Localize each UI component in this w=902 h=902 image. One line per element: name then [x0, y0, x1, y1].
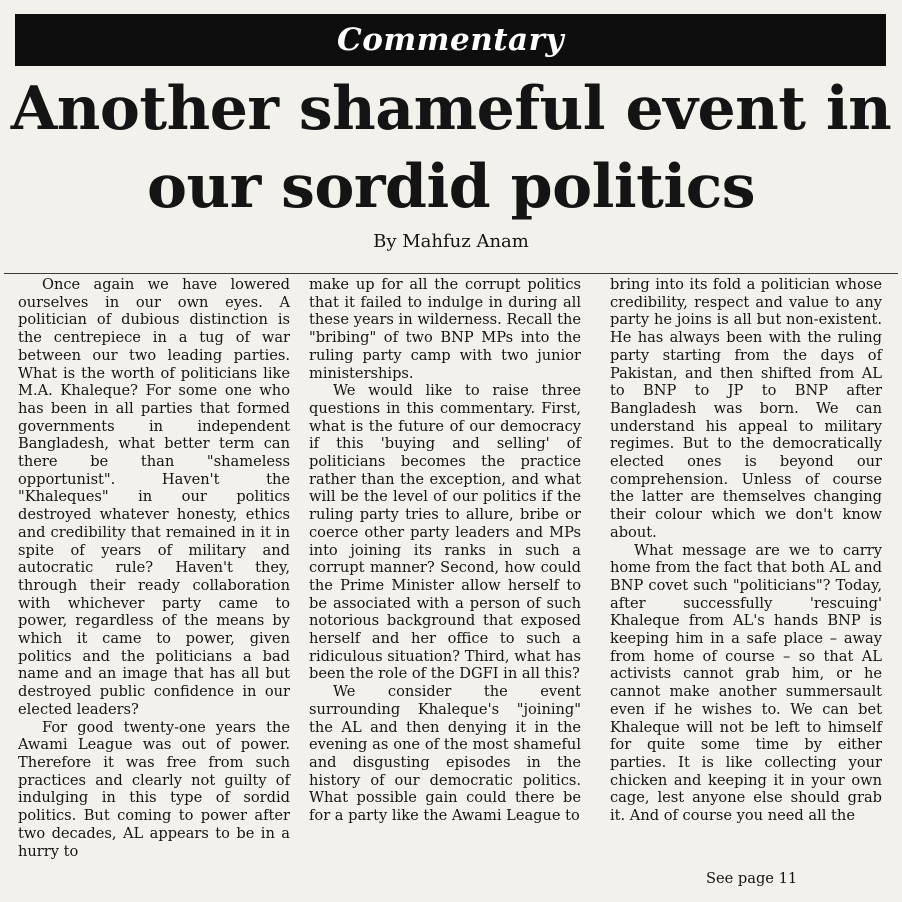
article-column-1 — [18, 276, 290, 860]
paragraph: What message are we to carry home from the fact that both AL and BNP covet such "politicians"? Today, after successfully 'rescuing' Khaleque from AL's hands BNP is keeping him in a safe place – away from home of course – so that AL activists cannot grab him, or he cannot make another summersault even if he wishes to. We can bet Khaleque will not be left to himself for quite some time by either parties. It is like collecting your chicken and keeping it in your own cage, lest anyone else should grab it. And of course you need all the — [610, 541, 882, 825]
continuation-note: See page 11 — [706, 870, 798, 887]
byline: By Mahfuz Anam — [373, 231, 529, 252]
paragraph: make up for all the corrupt politics that it failed to indulge in during all these years in wilderness. Recall the "bribing" of two BNP MPs into the ruling party camp with two junior ministerships. — [309, 276, 581, 382]
paragraph: Once again we have lowered ourselves in our own eyes. A politician of dubious distinction is the centrepiece in a tug of war between our two leading parties. What is the worth of politicians like M.A. Khaleque? For some one who has been in all parties that formed governments in independent Bangladesh, what better term can there be than "shameless opportunist". Haven't the "Khaleques" in our politics destroyed whatever honesty, ethics and credibility that remained in it in spite of years of military and autocratic rule? Haven't they, through their ready collaboration with whichever party came to power, regardless of the means by which it came to power, given politics and the politicians a bad name and an image that has all but destroyed public confidence in our elected leaders? — [18, 276, 290, 718]
paragraph: bring into its fold a politician whose credibility, respect and value to any party he joins is all but non-existent. He has always been with the ruling party starting from the days of Pakistan, and then shifted from AL to BNP to JP to BNP after Bangladesh was born. We can understand his appeal to military regimes. But to the democratically elected ones is beyond our comprehension. Unless of course the latter are themselves changing their colour which we don't know about. — [610, 276, 882, 541]
paragraph: We consider the event surrounding Khaleque's "joining" the AL and then denying it in the evening as one of the most shameful and disgusting episodes in the history of our democratic politics. What possible gain could there be for a party like the Awami League to — [309, 683, 581, 825]
section-banner — [15, 14, 886, 66]
article-column-3 — [610, 276, 882, 825]
paragraph: We would like to raise three questions in this commentary. First, what is the future of our democracy if this 'buying and selling' of politicians becomes the practice rather than the exception, and what will be the level of our politics if the ruling party tries to allure, bribe or coerce other party leaders and MPs into joining its ranks in such a corrupt manner? Second, how could the Prime Minister allow herself to be associated with a person of such notorious background that exposed herself and her office to such a ridiculous situation? Third, what has been the role of the DGFI in all this? — [309, 382, 581, 683]
article-column-2 — [309, 276, 581, 825]
section-label: Commentary — [337, 22, 564, 58]
divider-rule — [4, 273, 898, 274]
paragraph: For good twenty-one years the Awami League was out of power. Therefore it was free from such practices and clearly not guilty of indulging in this type of sordid politics. But coming to power after two decades, AL appears to be in a hurry to — [18, 718, 290, 860]
headline: Another shameful event in our sordid politics — [10, 74, 892, 222]
